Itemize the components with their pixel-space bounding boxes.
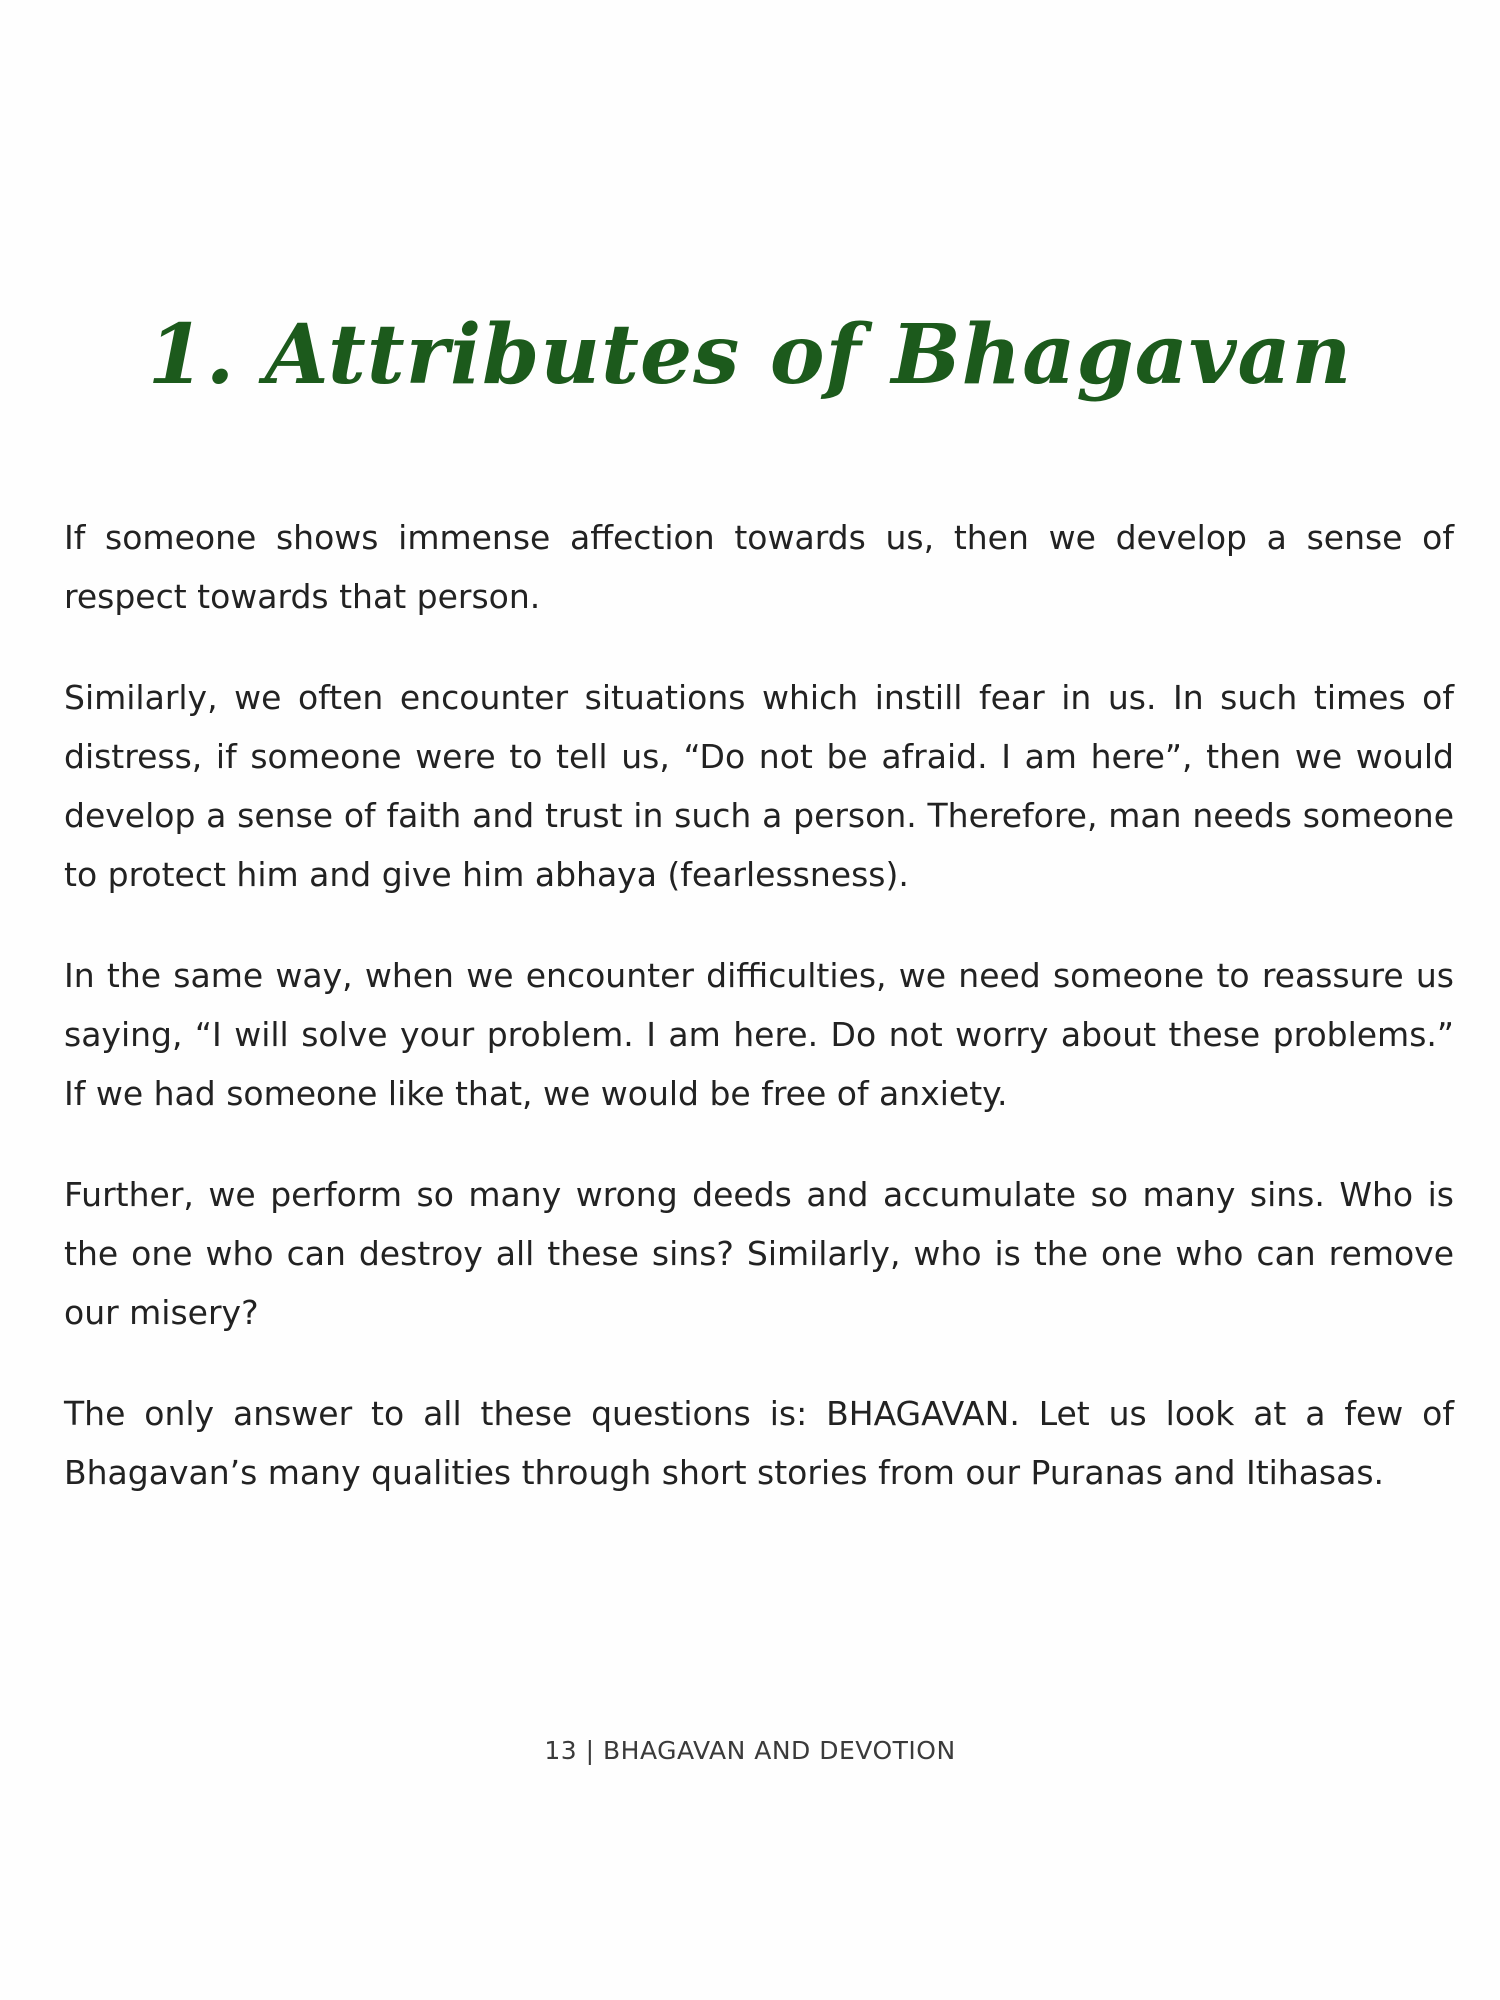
paragraph-fear: Similarly, we often encounter situations which instill fear in us. In such times of distress, if someone were to tell us, “Do not be afraid. I am here”, then we would develop a sense of faith and trust in such a person. Therefore, man needs someone to protect him and give him abhaya (fearlessness). [64, 678, 1454, 894]
footer-separator: | [585, 1736, 595, 1765]
paragraph-affection: If someone shows immense affection towards us, then we develop a sense of respect towards that person. [64, 518, 1454, 616]
page-footer [0, 1733, 1500, 1769]
paragraph-answer: The only answer to all these questions is: BHAGAVAN. Let us look at a few of Bhagavan’s many qualities through short stories from our Puranas and Itihasas. [64, 1394, 1454, 1492]
chapter-body [64, 508, 1454, 1544]
paragraph-sins: Further, we perform so many wrong deeds and accumulate so many sins. Who is the one who can destroy all these sins? Similarly, who is the one who can remove our misery? [64, 1175, 1454, 1332]
paragraph-difficulties: In the same way, when we encounter difficulties, we need someone to reassure us saying, “I will solve your problem. I am here. Do not worry about these problems.” If we had someone like that, we would be free of anxiety. [64, 956, 1454, 1113]
running-title: BHAGAVAN AND DEVOTION [603, 1736, 956, 1765]
page-number: 13 [544, 1736, 578, 1765]
chapter-title: 1. Attributes of Bhagavan [147, 307, 1353, 403]
